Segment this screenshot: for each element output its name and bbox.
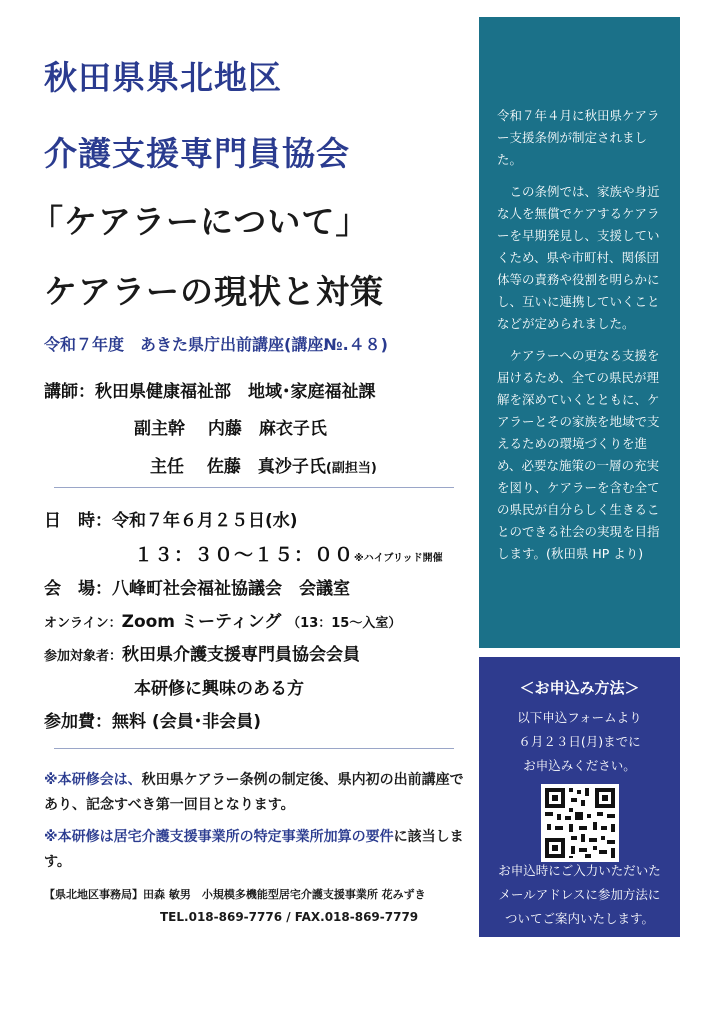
lecturer-person-2: 主任 佐藤 真沙子氏 bbox=[150, 457, 326, 477]
apply-line-6: ついてご案内いたします。 bbox=[504, 911, 654, 926]
online-note: （13：15～入室） bbox=[287, 616, 402, 631]
note-1-mark: ※ bbox=[44, 772, 58, 788]
lecturer-row bbox=[44, 377, 376, 402]
title-line-3: 「ケアラーについて」 bbox=[30, 202, 370, 241]
info-paragraph-2: この条例では、家族や身近な人を無償でケアするケアラーを早期発見し、支援していくため、県や市町村、関係団体等の責務や役割を明らかにし、互いに連携していくことなどが定められました。 bbox=[497, 184, 660, 331]
hybrid-note: ※ハイブリッド開催 bbox=[354, 553, 443, 564]
target-value-1: 秋田県介護支援専門員協会会員 bbox=[122, 645, 361, 665]
divider-bottom bbox=[54, 748, 454, 749]
info-panel-text bbox=[497, 105, 669, 565]
fee-label: 参加費： bbox=[44, 712, 112, 732]
apply-line-2: ６月２３日(月)までに bbox=[518, 734, 641, 749]
venue-label: 会 場： bbox=[44, 579, 112, 599]
online-value: Zoom ミーティング bbox=[121, 612, 282, 632]
online-label: オンライン： bbox=[44, 616, 122, 631]
time-row bbox=[134, 540, 443, 567]
title-line-2: 介護支援専門員協会 bbox=[44, 134, 350, 173]
note-1-text: 秋田県ケアラー条例の制定後、県内初の出前講座であり、記念すべき第一回目となります。 bbox=[44, 772, 464, 813]
title-line-1: 秋田県県北地区 bbox=[44, 58, 282, 97]
note-1-highlight: 本研修会は、 bbox=[57, 772, 142, 788]
apply-line-4: お申込時にご入力いただいた bbox=[498, 863, 661, 878]
target-value-2: 本研修に興味のある方 bbox=[134, 679, 304, 699]
note-1 bbox=[44, 768, 464, 818]
fee-row bbox=[44, 707, 261, 732]
lecturer-person-2-row bbox=[150, 452, 377, 477]
target-row bbox=[44, 640, 360, 665]
note-2-mark: ※ bbox=[44, 829, 58, 845]
date-value: 令和７年６月２５日(水) bbox=[112, 511, 298, 531]
apply-title: ＜お申込み方法＞ bbox=[519, 679, 640, 697]
footer-contact: TEL.018-869-7776 / FAX.018-869-7779 bbox=[160, 910, 419, 924]
note-2 bbox=[44, 825, 464, 875]
time-value: １３：３０～１５：００ bbox=[134, 544, 355, 566]
lecturer-person-2-note: (副担当) bbox=[325, 461, 377, 476]
apply-line-5: メールアドレスに参加方法に bbox=[498, 887, 661, 902]
apply-line-1: 以下申込フォームより bbox=[517, 710, 642, 725]
venue-row bbox=[44, 574, 350, 599]
title-line-4: ケアラーの現状と対策 bbox=[44, 272, 384, 311]
divider-top bbox=[54, 487, 454, 488]
info-paragraph-3: ケアラーへの更なる支援を届けるため、全ての県民が理解を深めていくとともに、ケアラーとその家族を地域で支えるための環境づくりを進め、必要な施策の一層の充実を図り、ケアラーを含む全ての県民が自分らしく生きることのできる社会の実現を目指します。(秋田県 HP より) bbox=[497, 348, 660, 561]
date-row bbox=[44, 506, 298, 531]
venue-value: 八峰町社会福祉協議会 会議室 bbox=[112, 579, 350, 599]
note-2-text: に該当します。 bbox=[44, 829, 464, 870]
fee-value: 無料 (会員･非会員) bbox=[112, 712, 261, 732]
apply-panel bbox=[479, 657, 680, 937]
target-label: 参加対象者： bbox=[44, 649, 123, 664]
note-2-highlight: 本研修は居宅介護支援事業所の特定事業所加算の要件 bbox=[57, 829, 394, 845]
qr-code-graphic bbox=[541, 784, 619, 862]
qr-code-icon[interactable] bbox=[541, 784, 619, 862]
date-label: 日 時： bbox=[44, 511, 112, 531]
subtitle: 令和７年度 あきた県庁出前講座(講座№.４８) bbox=[44, 335, 388, 354]
lecturer-org: 秋田県健康福祉部 地域･家庭福祉課 bbox=[95, 382, 376, 402]
apply-line-3: お申込みください。 bbox=[523, 758, 636, 773]
lecturer-label: 講師： bbox=[44, 382, 95, 402]
info-paragraph-1: 令和７年４月に秋田県ケアラー支援条例が制定されました。 bbox=[497, 108, 660, 167]
info-panel bbox=[479, 17, 680, 648]
online-row bbox=[44, 607, 401, 632]
lecturer-person-1: 副主幹 内藤 麻衣子氏 bbox=[134, 419, 327, 439]
footer-office: 【県北地区事務局】田森 敏男 小規模多機能型居宅介護支援事業所 花みずき bbox=[44, 888, 426, 901]
